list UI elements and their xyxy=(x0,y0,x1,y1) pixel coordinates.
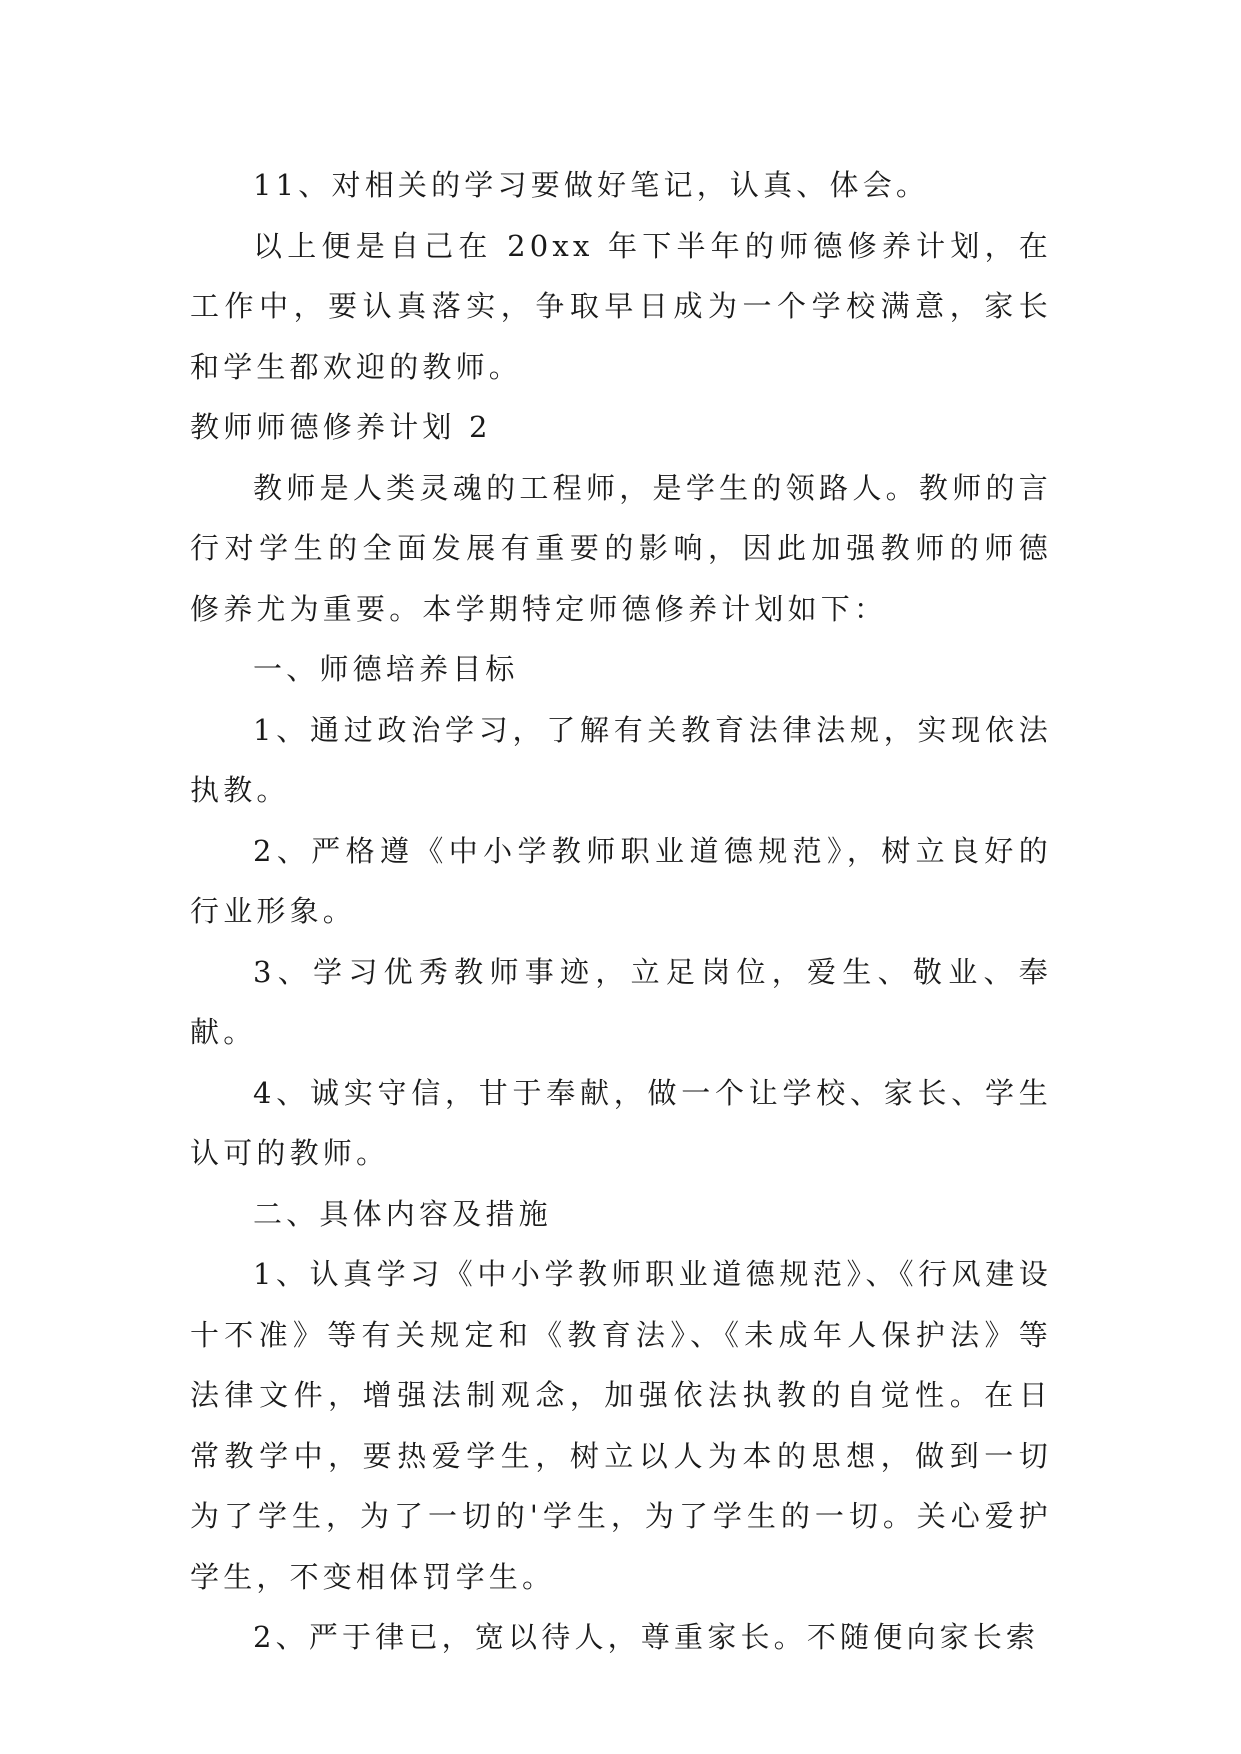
paragraph-intro: 教师是人类灵魂的工程师，是学生的领路人。教师的言行对学生的全面发展有重要的影响，因此加强教师的师德修养尤为重要。本学期特定师德修养计划如下： xyxy=(190,470,1052,626)
goal-item-2: 2、严格遵《中小学教师职业道德规范》，树立良好的行业形象。 xyxy=(190,833,1052,928)
document-body xyxy=(190,155,1052,1668)
measure-item-2: 2、严于律已，宽以待人，尊重家长。不随便向家长索 xyxy=(253,1620,1040,1654)
goal-item-1: 1、通过政治学习，了解有关教育法律法规，实现依法执教。 xyxy=(190,712,1052,807)
paragraph-summary: 以上便是自己在 20xx 年下半年的师德修养计划，在工作中，要认真落实，争取早日成为一个学校满意，家长和学生都欢迎的教师。 xyxy=(190,228,1052,384)
paragraph-item-11-notes: 11、对相关的学习要做好笔记，认真、体会。 xyxy=(253,168,930,202)
section-heading-goals: 一、师德培养目标 xyxy=(253,652,519,686)
measure-item-1: 1、认真学习《中小学教师职业道德规范》、《行风建设十不准》等有关规定和《教育法》、《未成年人保护法》等法律文件，增强法制观念，加强依法执教的自觉性。在日常教学中，要热爱学生，树立以人为本的思想，做到一切为了学生，为了一切的'学生，为了学生的一切。关心爱护学生，不变相体罚学生。 xyxy=(190,1257,1052,1594)
section-title: 教师师德修养计划 2 xyxy=(190,410,492,444)
goal-item-4: 4、诚实守信，甘于奉献，做一个让学校、家长、学生认可的教师。 xyxy=(190,1075,1052,1170)
section-heading-measures: 二、具体内容及措施 xyxy=(253,1196,552,1231)
goal-item-3: 3、学习优秀教师事迹，立足岗位，爱生、敬业、奉献。 xyxy=(190,954,1052,1049)
